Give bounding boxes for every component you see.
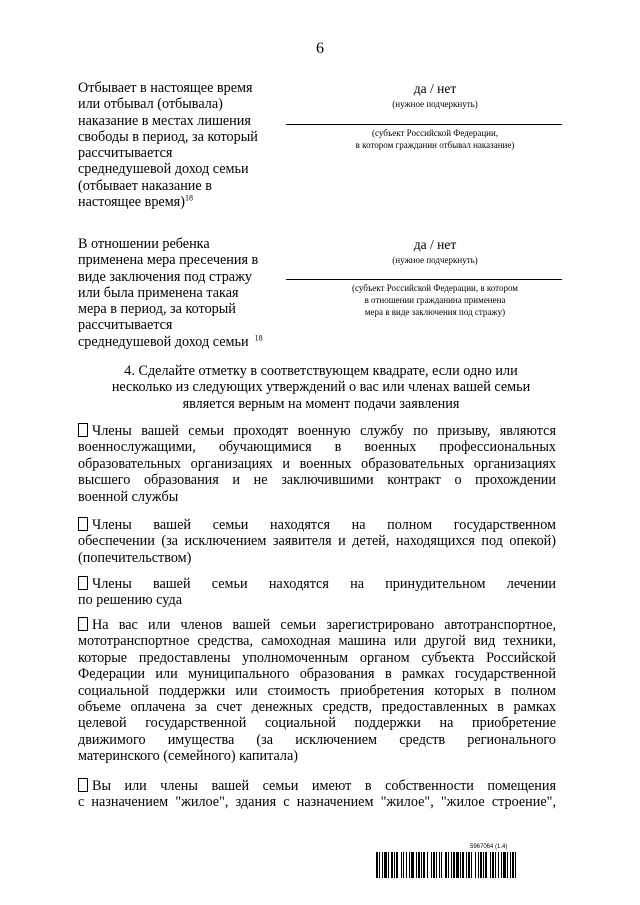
footnote-ref: 18 xyxy=(254,333,263,343)
checkbox-item-vehicles: На вас или членов вашей семьи зарегистрировано автотранспортное, мототранспортное средства, самоходная машина или другой вид техники, которые предоставлены уполномоченным органом субъекта Российской Федерации или муниципального образования в рамках государственной социальной поддержки или стоимость приобретения которых в полном объеме оплачена за счет денежных средств, предоставленных в рамках целевой государственной социальной поддержки на приобретение движимого имущества (за исключением средств регионального материнского (семейного) капитала) xyxy=(78,617,556,765)
subject-input-line[interactable] xyxy=(286,279,562,280)
footnote-ref: 18 xyxy=(184,193,193,203)
subject-input-line[interactable] xyxy=(286,124,562,125)
question-line: В отношении ребенка xyxy=(78,236,210,252)
answer-hint: (нужное подчеркнуть) xyxy=(392,255,478,265)
question-line: виде заключения под стражу xyxy=(78,268,252,285)
answer-yes-no[interactable]: да / нет xyxy=(413,81,457,96)
question-line: свободы в период, за который xyxy=(78,128,258,145)
question-line: применена мера пресечения в xyxy=(78,252,259,269)
question-line: рассчитывается xyxy=(78,317,173,334)
checkbox-item-military-service: Члены вашей семьи проходят военную службу по призыву, являются военнослужащими, обучающимися в военных профессиональных образовательных организациях и военных образовательных организациях высшего образования и не заключившими контракт о прохождении военной службы xyxy=(78,423,556,505)
question-line: рассчитывается xyxy=(78,145,173,162)
checkbox[interactable] xyxy=(78,423,88,437)
checkbox[interactable] xyxy=(78,576,88,590)
answer-yes-no[interactable]: да / нет xyxy=(413,237,457,252)
question-line: мера в период, за который xyxy=(78,301,236,318)
checkbox-item-compulsory-treatment: Члены вашей семьи находятся на принудительном лечении по решению суда xyxy=(78,576,556,609)
section-4-heading: 4. Сделайте отметку в соответствующем квадрате, если одно или несколько из следующих утверждений о вас или членах вашей семьи является верным на момент подачи заявления xyxy=(111,363,531,412)
question-line: или была применена такая xyxy=(78,284,239,301)
question-line: Отбывает в настоящее время xyxy=(78,80,253,96)
checkbox[interactable] xyxy=(78,778,88,792)
checkbox[interactable] xyxy=(78,617,88,631)
answer-hint: (нужное подчеркнуть) xyxy=(392,99,478,109)
checkbox[interactable] xyxy=(78,517,88,531)
question-line: среднедушевой доход семьи xyxy=(78,161,249,178)
question-line: наказание в местах лишения xyxy=(78,112,251,129)
question-line: или отбывал (отбывала) xyxy=(78,96,223,113)
barcode-label: 5967064 (1.4) xyxy=(470,844,508,850)
checkbox-item-property: Вы или члены вашей семьи имеют в собственности помещения с назначением "жилое", здания с назначением "жилое", "жилое строение", xyxy=(78,778,556,811)
barcode xyxy=(376,852,560,878)
question-line: настоящее время)$^{18}$ xyxy=(78,193,193,211)
question-line: среднедушевой доход семьи $^{18}$ xyxy=(78,333,263,350)
question-incarceration xyxy=(78,80,283,210)
subject-note: (субъект Российской Федерации, в котором гражданин отбывал наказание) xyxy=(355,128,515,150)
question-child-detention xyxy=(78,236,283,350)
checkbox-item-state-support: Члены вашей семьи находятся на полном государственном обеспечении (за исключением заявителя и детей, находящихся под опекой) (попечительством) xyxy=(78,517,556,566)
subject-note: (субъект Российской Федерации, в котором в отношении гражданина применена мера в виде заключения под стражу) xyxy=(352,283,518,317)
page-number: 6 xyxy=(316,40,324,57)
question-line: (отбывает наказание в xyxy=(78,177,212,194)
